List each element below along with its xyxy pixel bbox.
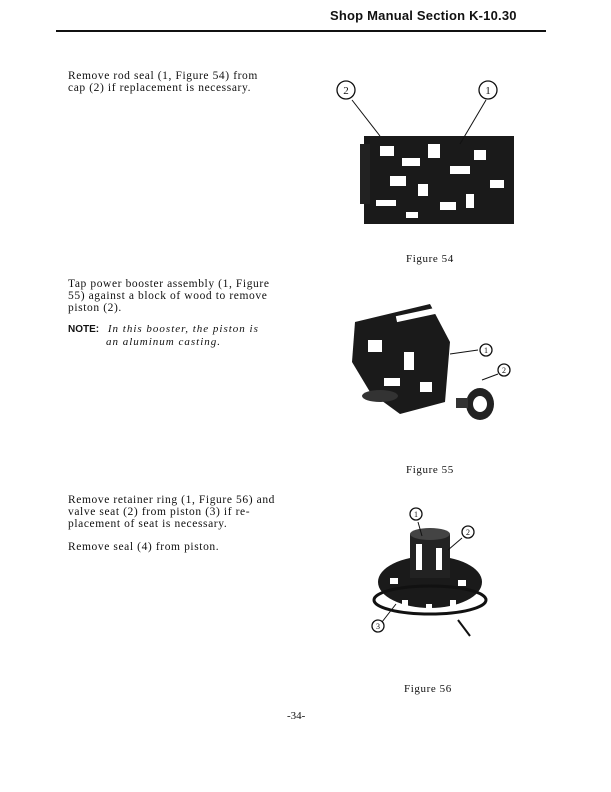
figure-55-caption: Figure 55 (406, 464, 454, 476)
figure-54-caption: Figure 54 (406, 253, 454, 265)
step-2-line-1: Tap power booster assembly (1, Figure (68, 278, 270, 290)
figure-56-caption: Figure 56 (404, 683, 452, 695)
figure-55-photo (300, 292, 530, 462)
svg-text:1: 1 (485, 85, 491, 97)
svg-text:2: 2 (466, 528, 470, 537)
step-2-line-2: 55) against a block of wood to remove (68, 290, 268, 302)
figure-55-leader-1 (450, 350, 478, 354)
figure-55-part (352, 304, 494, 420)
figure-56-leader-2 (448, 538, 462, 550)
page-number: -34- (287, 710, 306, 722)
svg-text:3: 3 (376, 622, 380, 631)
figure-56-photo (330, 500, 530, 680)
step-2-text (68, 278, 270, 314)
figure-56-callout-3 (372, 620, 384, 632)
step-2-line-3: piston (2). (68, 302, 122, 314)
figure-54-photo (330, 74, 550, 244)
header-rule (56, 30, 546, 32)
figure-55-leader-2 (482, 374, 498, 380)
figure-55-callout-2 (498, 364, 510, 376)
step-1-text (68, 70, 258, 94)
figure-54-part (360, 136, 514, 224)
note-line-2: an aluminum casting. (106, 336, 222, 348)
step-3-line-3: placement of seat is necessary. (68, 518, 228, 530)
step-3-line-1: Remove retainer ring (1, Figure 56) and (68, 494, 276, 506)
step-1-line-2: cap (2) if replacement is necessary. (68, 82, 252, 94)
page-header: Shop Manual Section K-10.30 (330, 8, 517, 23)
svg-text:1: 1 (484, 346, 488, 355)
figure-54-leader-2 (352, 100, 380, 136)
figure-56-part (374, 528, 486, 636)
figure-54-callout-2 (337, 81, 355, 99)
note-label: NOTE: (68, 324, 100, 335)
note (68, 323, 259, 348)
figure-56-callout-2 (462, 526, 474, 538)
figure-56-callout-1 (410, 508, 422, 520)
step-3-text (68, 494, 275, 530)
svg-text:2: 2 (343, 85, 349, 97)
svg-text:2: 2 (502, 366, 506, 375)
step-4-line-1: Remove seal (4) from piston. (68, 541, 220, 553)
step-4-text (68, 541, 219, 553)
figure-55-callout-1 (480, 344, 492, 356)
step-1-line-1: Remove rod seal (1, Figure 54) from (68, 70, 258, 82)
svg-text:1: 1 (414, 510, 418, 519)
note-line-1: In this booster, the piston is (107, 323, 259, 335)
step-3-line-2: valve seat (2) from piston (3) if re- (68, 506, 251, 518)
figure-54-callout-1 (479, 81, 497, 99)
